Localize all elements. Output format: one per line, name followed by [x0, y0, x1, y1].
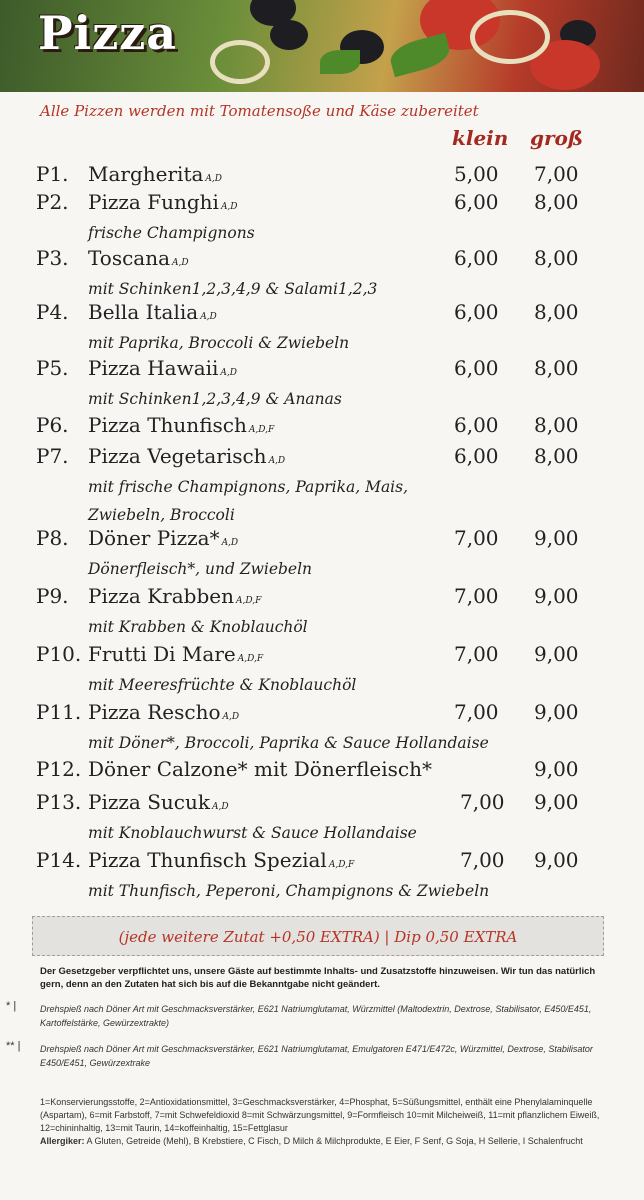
price-large: 8,00 — [534, 356, 579, 380]
item-number: P13. — [36, 790, 82, 814]
item-name — [88, 757, 432, 781]
allergen-codes: A,D — [222, 712, 240, 722]
item-name — [88, 162, 222, 186]
allergen-codes: A,D — [220, 202, 238, 212]
item-name — [88, 790, 229, 814]
allergen-codes: A,D — [220, 368, 237, 378]
item-title: Pizza Thunfisch Spezial — [88, 848, 327, 872]
item-description: mit Knoblauchwurst & Sauce Hollandaise — [88, 824, 417, 842]
item-name — [88, 413, 274, 437]
allergen-codes: A,D — [172, 258, 189, 268]
note-mark: * | — [6, 1000, 17, 1012]
item-number: P9. — [36, 584, 69, 608]
allergen-codes: A,D,F — [235, 596, 262, 606]
price-large: 7,00 — [534, 162, 579, 186]
item-name — [88, 584, 261, 608]
price-large: 9,00 — [534, 642, 579, 666]
pizza-banner-image — [0, 0, 644, 92]
item-description: mit Döner*, Broccoli, Paprika & Sauce Hollandaise — [88, 734, 489, 752]
note-mark: ** | — [6, 1040, 21, 1052]
price-small: 7,00 — [454, 584, 499, 608]
legal-notice: Der Gesetzgeber verpflichtet uns, unsere Gäste auf bestimmte Inhalts- und Zusatzstoffe hinzuweisen. Wir tun das natürlich gern, denn an den Zutaten hat sich bis auf die Bekanntgabe nicht geändert. — [40, 966, 596, 990]
menu-subtitle: Alle Pizzen werden mit Tomatensoße und Käse zubereitet — [40, 102, 479, 120]
price-small: 5,00 — [454, 162, 499, 186]
note-text: Drehspieß nach Döner Art mit Geschmacksverstärker, E621 Natriumglutamat, Würzmittel (Maltodextrin, Dextrose, Stabilisator, E450/E451, Kartoffelstärke, Gewürzextrakte) — [40, 1004, 592, 1028]
item-description: mit Schinken1,2,3,4,9 & Ananas — [88, 390, 342, 408]
item-name — [88, 642, 263, 666]
extras-box — [32, 916, 604, 956]
item-name — [88, 190, 238, 214]
item-title: Pizza Funghi — [88, 190, 219, 214]
allergen-codes: A,D,F — [237, 654, 264, 664]
column-header-large: groß — [530, 126, 584, 150]
price-large: 8,00 — [534, 300, 579, 324]
price-small: 7,00 — [460, 790, 505, 814]
allergen-codes: A,D,F — [328, 860, 355, 870]
allergen-codes: A,D — [268, 456, 286, 466]
price-small: 6,00 — [454, 444, 499, 468]
price-large: 9,00 — [534, 790, 579, 814]
price-large: 8,00 — [534, 246, 579, 270]
allergen-codes: A,D — [205, 174, 222, 184]
allergen-codes: A,D — [212, 802, 229, 812]
price-large: 9,00 — [534, 757, 579, 781]
allergen-codes: A,D — [200, 312, 217, 322]
price-large: 9,00 — [534, 848, 579, 872]
price-large: 8,00 — [534, 444, 579, 468]
item-description: mit Thunfisch, Peperoni, Champignons & Zwiebeln — [88, 882, 490, 900]
price-small: 6,00 — [454, 190, 499, 214]
item-title: Bella Italia — [88, 300, 199, 324]
item-title: Pizza Rescho — [88, 700, 221, 724]
item-title: Pizza Hawaii — [88, 356, 219, 380]
column-header-small: klein — [452, 126, 509, 150]
extras-note: (jede weitere Zutat +0,50 EXTRA) | Dip 0,50 EXTRA — [118, 928, 518, 946]
item-title: Pizza Krabben — [88, 584, 234, 608]
item-number: P1. — [36, 162, 69, 186]
item-title: Döner Calzone* mit Dönerfleisch* — [88, 757, 433, 781]
price-large: 8,00 — [534, 413, 579, 437]
allergy-line — [40, 1135, 600, 1148]
item-number: P12. — [36, 757, 82, 781]
price-small: 6,00 — [454, 246, 499, 270]
item-name — [88, 526, 238, 550]
item-description: mit Paprika, Broccoli & Zwiebeln — [88, 334, 350, 352]
item-description: mit Krabben & Knoblauchöl — [88, 618, 308, 636]
price-small: 7,00 — [454, 642, 499, 666]
item-number: P4. — [36, 300, 69, 324]
price-small: 7,00 — [454, 700, 499, 724]
item-number: P11. — [36, 700, 82, 724]
item-title: Döner Pizza* — [88, 526, 220, 550]
note-text: Drehspieß nach Döner Art mit Geschmacksverstärker, E621 Natriumglutamat, Emulgatoren E471/E472c, Würzmittel, Dextrose, Stabilisator E450/E451, Gewürzextrake — [40, 1044, 593, 1068]
item-title: Pizza Thunfisch — [88, 413, 247, 437]
item-number: P3. — [36, 246, 69, 270]
item-number: P8. — [36, 526, 69, 550]
item-name — [88, 300, 217, 324]
item-number: P5. — [36, 356, 69, 380]
item-name — [88, 848, 354, 872]
item-number: P14. — [36, 848, 82, 872]
item-number: P2. — [36, 190, 69, 214]
price-large: 9,00 — [534, 700, 579, 724]
price-small: 6,00 — [454, 413, 499, 437]
item-number: P10. — [36, 642, 82, 666]
item-name — [88, 700, 239, 724]
price-large: 9,00 — [534, 584, 579, 608]
price-small: 7,00 — [460, 848, 505, 872]
item-title: Pizza Vegetarisch — [88, 444, 267, 468]
item-number: P7. — [36, 444, 69, 468]
item-name — [88, 246, 189, 270]
item-description: mit Schinken1,2,3,4,9 & Salami1,2,3 — [88, 280, 378, 298]
additives-list: 1=Konservierungsstoffe, 2=Antioxidationsmittel, 3=Geschmacksverstärker, 4=Phosphat, 5=Süßungsmittel, enthält eine Phenylalaminquelle (Aspartam), 6=mit Farbstoff, 7=mit Schwefeldioxid 8=mit Schwärzungsmittel, 9=Formfleisch 10=mit Milcheiweiß, 11=mit pflanzlichem Eiweiß, 12=chininhaltig, 13=mit Taurin, 14=koffeinhaltig, 15=Fettglasur — [40, 1097, 600, 1134]
item-description: Dönerfleisch*, und Zwiebeln — [88, 560, 313, 578]
allergen-codes: A,D,F — [248, 425, 275, 435]
item-description: Zwiebeln, Broccoli — [88, 506, 235, 524]
allergen-codes: A,D — [221, 538, 239, 548]
item-title: Frutti Di Mare — [88, 642, 236, 666]
item-title: Pizza Sucuk — [88, 790, 210, 814]
allergy-label: Allergiker: — [40, 1136, 85, 1147]
item-description: mit Meeresfrüchte & Knoblauchöl — [88, 676, 357, 694]
price-small: 6,00 — [454, 300, 499, 324]
item-title: Toscana — [88, 246, 171, 270]
price-large: 8,00 — [534, 190, 579, 214]
footer-info — [40, 1096, 600, 1148]
item-description: frische Champignons — [88, 224, 255, 242]
price-large: 9,00 — [534, 526, 579, 550]
item-number: P6. — [36, 413, 69, 437]
price-small: 7,00 — [454, 526, 499, 550]
item-name — [88, 444, 285, 468]
allergy-text: A Gluten, Getreide (Mehl), B Krebstiere, C Fisch, D Milch & Milchprodukte, E Eier, F Senf, G Soja, H Sellerie, I Schalenfrucht — [86, 1136, 583, 1147]
price-small: 6,00 — [454, 356, 499, 380]
item-name — [88, 356, 237, 380]
page-title: Pizza — [38, 6, 178, 60]
item-description: mit frische Champignons, Paprika, Mais, — [88, 478, 409, 496]
item-title: Margherita — [88, 162, 204, 186]
